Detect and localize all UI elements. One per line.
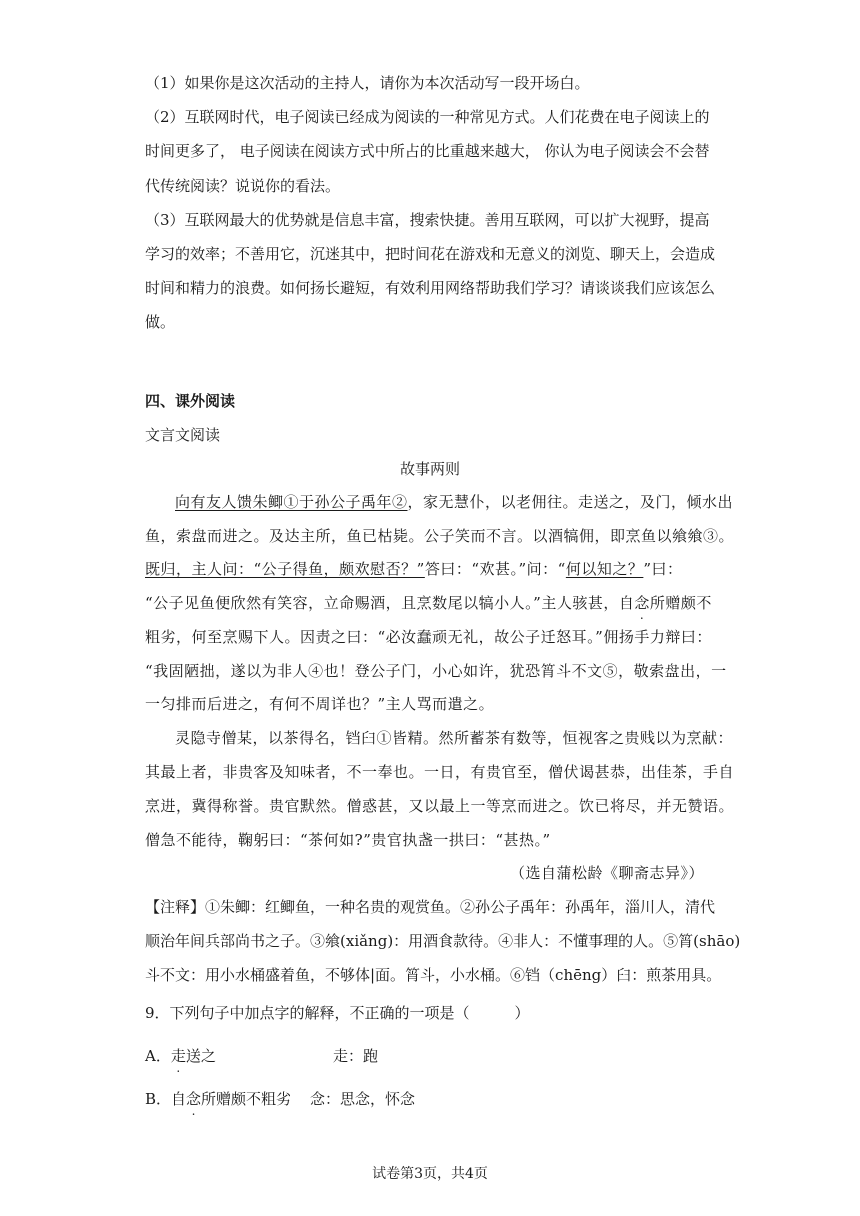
dotted-character: 念: [186, 1090, 202, 1108]
option-b-label: B．自: [145, 1090, 187, 1108]
question-9-stem: 9．下列句子中加点字的解释，不正确的一项是（ ）: [145, 1004, 530, 1022]
question-3-line-4: 做。: [145, 313, 176, 331]
passage-text: 答曰：“欢甚。”问：“: [424, 560, 566, 578]
passage-text: ，家无慧仆，以老佣往。走送之，及门，倾水出: [407, 493, 734, 511]
option-a: [145, 1045, 216, 1066]
passage1-line-5: 粗劣，何至烹赐下人。因责之曰：“必汝蠢顽无礼，故公子迁怒耳。”佣扬手力辩曰：: [145, 628, 712, 646]
section-subheading: 文言文阅读: [145, 426, 221, 444]
notes-line-1: 【注释】①朱鲫：红鲫鱼，一种名贵的观赏鱼。②孙公子禹年：孙禹年，淄川人，清代: [145, 898, 716, 916]
question-2-line-1: （2）互联网时代，电子阅读已经成为阅读的一种常见方式。人们花费在电子阅读上的: [145, 108, 710, 126]
option-a-text: 送之: [185, 1047, 216, 1065]
passage1-line-2: 鱼，索盘而进之。及达主所，鱼已枯毙。公子笑而不言。以酒犒佣，即烹鱼以飨飨③。: [145, 527, 735, 545]
option-a-label: A．: [145, 1047, 171, 1065]
passage-title: 故事两则: [399, 460, 460, 478]
section-heading: 四、课外阅读: [145, 392, 236, 410]
passage-text: 所赠颇不: [649, 594, 712, 612]
option-b: [145, 1088, 291, 1109]
question-2-line-2: 时间更多了， 电子阅读在阅读方式中所占的比重越来越大， 你认为电子阅读会不会替: [145, 142, 710, 160]
option-b-definition: 念：思念，怀念: [310, 1090, 416, 1108]
notes-line-3: 斗不文：用小水桶盛着鱼，不够体|面。筲斗，小水桶。⑥铛（chēng）臼：煎茶用具。: [145, 966, 722, 984]
question-3-line-3: 时间和精力的浪费。如何扬长避短，有效利用网络帮助我们学习？请谈谈我们应该怎么: [145, 279, 716, 297]
passage-text: ”曰：: [643, 560, 683, 578]
question-3-line-2: 学习的效率；不善用它，沉迷其中，把时间花在游戏和无意义的浏览、聊天上，会造成: [145, 245, 716, 263]
option-a-definition: 走：跑: [333, 1047, 379, 1065]
underlined-phrase: 何以知之？: [565, 560, 644, 578]
page-footer: 试卷第3页，共4页: [372, 1166, 488, 1182]
passage1-line-4: [145, 592, 712, 613]
dotted-character: 念: [634, 594, 650, 612]
dotted-character: 走: [170, 1047, 186, 1065]
passage2-line-4: 僧急不能待，鞠躬曰：“茶何如?”贵官执盏一拱曰：“甚热。”: [145, 831, 551, 849]
question-3-line-1: （3）互联网最大的优势就是信息丰富，搜索快捷。善用互联网，可以扩大视野，提高: [145, 211, 710, 229]
passage1-line-6: “我固陋拙，遂以为非人④也！登公子门，小心如许，犹恐筲斗不文⑤，敬索盘出，一: [145, 662, 727, 680]
passage2-line-1: 灵隐寺僧某，以茶得名，铛臼①皆精。然所蓄茶有数等，恒视客之贵贱以为烹献：: [175, 729, 734, 747]
underlined-sentence: 既归，主人问：“公子得鱼，颇欢慰否？”: [145, 560, 425, 578]
passage1-line-3: [145, 558, 683, 579]
passage-text: “公子见鱼便欣然有笑容，立命赐酒，且烹数尾以犒小人。”主人骇甚，自: [145, 594, 635, 612]
notes-line-2: 顺治年间兵部尚书之子。③飨(xiǎng)：用酒食款待。④非人：不懂事理的人。⑤筲(shāo): [145, 932, 741, 950]
passage2-line-3: 烹进，冀得称誉。贵官默然。僧惑甚，又以最上一等烹而进之。饮已将尽，并无赞语。: [145, 797, 735, 815]
option-b-text: 所赠颇不粗劣: [201, 1090, 292, 1108]
passage2-line-2: 其最上者，非贵客及知味者，不一奉也。一日，有贵官至，僧伏谒甚恭，出佳茶，手自: [145, 763, 735, 781]
passage-source: （选自蒲松龄《聊斋志异》）: [510, 864, 705, 882]
passage1-line-1: [175, 491, 733, 512]
question-2-line-3: 代传统阅读？说说你的看法。: [145, 177, 341, 195]
underlined-sentence: 向有友人馈朱鲫①于孙公子禹年②: [175, 493, 408, 511]
question-1: （1）如果你是这次活动的主持人，请你为本次活动写一段开场白。: [145, 74, 590, 92]
passage1-line-7: 一匀排而后进之，有何不周详也？”主人骂而遣之。: [145, 695, 495, 713]
